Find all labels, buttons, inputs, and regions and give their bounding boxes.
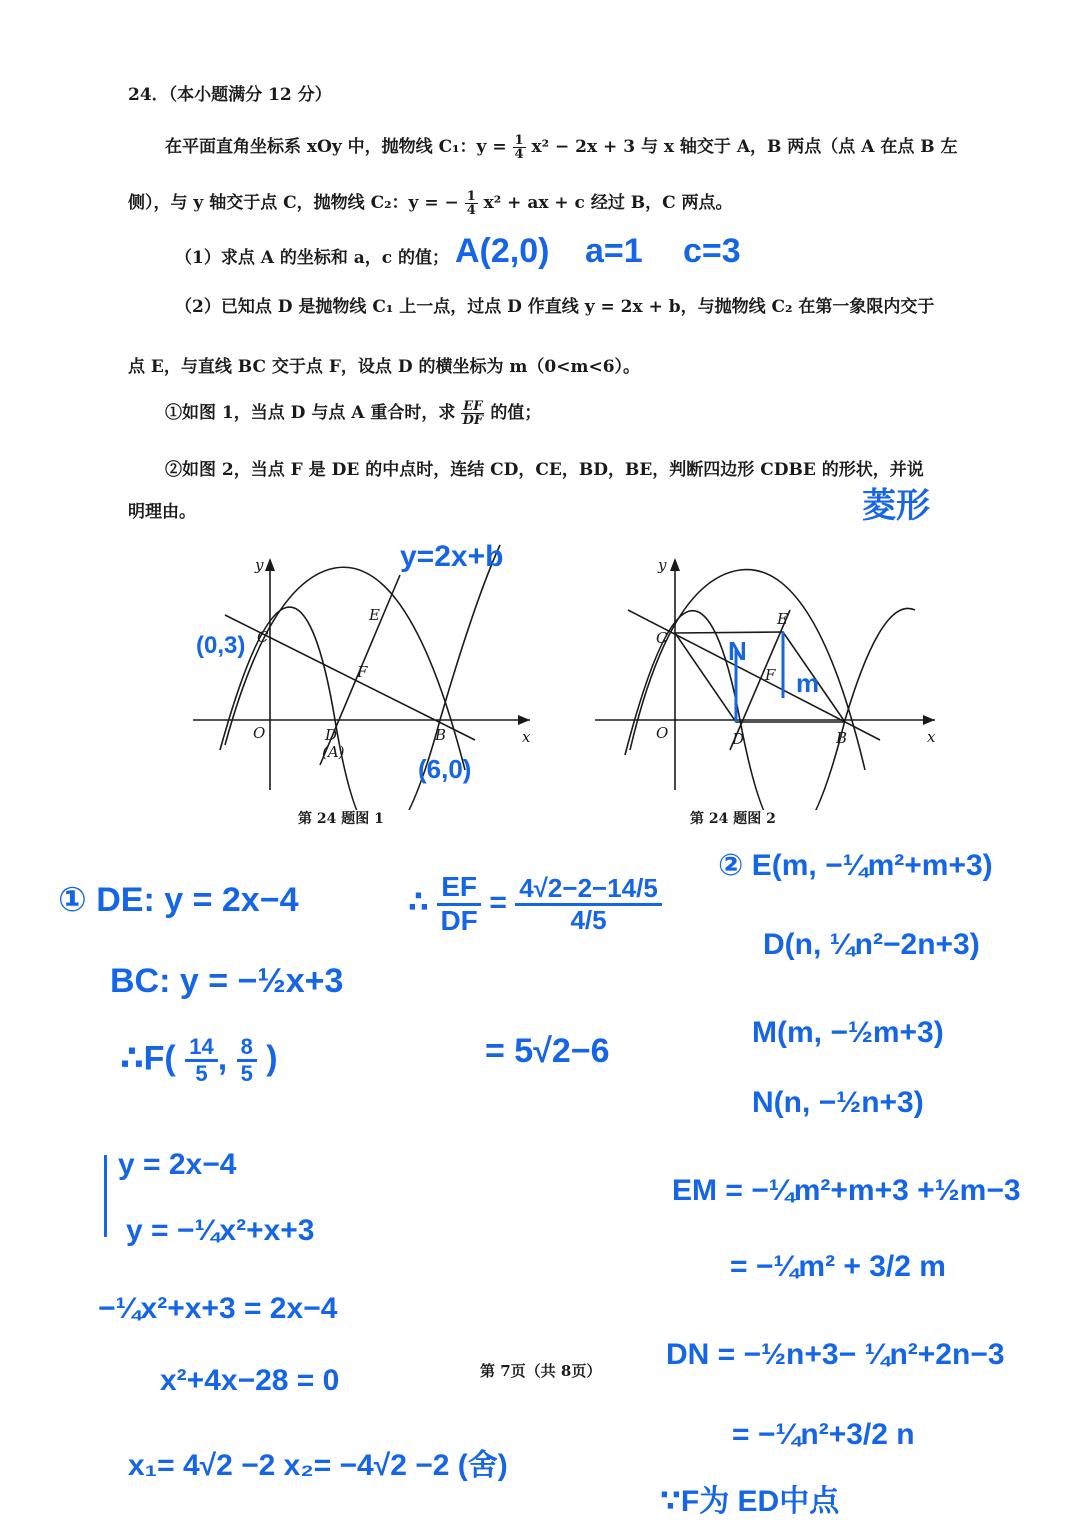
sol2-dn-1: DN = −½n+3− ¼n²+2n−3 <box>666 1338 1005 1371</box>
fig1-label-y: y <box>255 556 264 574</box>
solve-eq-2: x²+4x−28 = 0 <box>160 1364 340 1397</box>
question-2: （2）已知点 D 是抛物线 C₁ 上一点，过点 D 作直线 y = 2x + b，与抛物线 C₂ 在第一象限内交于 <box>175 297 935 317</box>
question-2-cont: 点 E，与直线 BC 交于点 F，设点 D 的横坐标为 m（0<m<6）。 <box>128 357 641 377</box>
fig2-label-f: F <box>765 666 776 684</box>
fig1-label-c: C <box>257 628 269 646</box>
fig1-label-b: B <box>435 726 447 744</box>
fig1-y-arrow <box>265 558 275 571</box>
sol2-d: D(n, ¼n²−2n+3) <box>763 928 980 961</box>
figure-2 <box>590 540 950 810</box>
question-2-1 <box>165 398 541 427</box>
question-2-1-b: 的值； <box>490 403 542 423</box>
fig2-label-y: y <box>658 556 667 574</box>
fig2-y-arrow <box>670 558 680 571</box>
problem-line-1-b: x² − 2x + 3 与 x 轴交于 A，B 两点（点 A 在点 B 左 <box>531 137 958 157</box>
sol1-f-suffix: ) <box>266 1039 278 1078</box>
problem-line-2-b: x² + ax + c 经过 B，C 两点。 <box>483 193 733 213</box>
fig1-label-x: x <box>522 728 531 746</box>
fig2-label-e: E <box>777 610 788 628</box>
fig1-point-b: (6,0) <box>418 754 472 784</box>
fig1-label-d: D <box>325 726 338 744</box>
answer-point-a: A(2,0) <box>455 232 550 270</box>
ratio-expression: ∴ $\frac{EF}{DF}$ = $\frac{4√2-2-14/5}{4/5}$ <box>408 872 662 937</box>
question-2-2-cont: 明理由。 <box>128 502 196 522</box>
sol1-f: ∴F( $\frac{14}{5}$ , $\frac{8}{5}$ ) <box>120 1034 278 1087</box>
answer-shape: 菱形 <box>862 487 930 525</box>
sol2-f-midpoint: ∵F为 ED中点 <box>660 1485 840 1518</box>
system-brace <box>104 1155 111 1237</box>
page-footer: 第 7页（共 8页） <box>480 1362 602 1380</box>
fig2-label-x: x <box>927 728 936 746</box>
sol2-dn-2: = −¼n²+3/2 n <box>732 1418 915 1451</box>
answer-c-value: c=3 <box>683 232 741 270</box>
fig2-x-arrow <box>923 715 935 725</box>
fig1-label-a: (A) <box>322 743 345 761</box>
fig2-label-n: N <box>728 636 747 666</box>
sol2-e: ② E(m, −¼m²+m+3) <box>718 849 993 882</box>
problem-line-1 <box>165 132 958 161</box>
fig1-x-arrow <box>518 715 530 725</box>
system-eq-1: y = 2x−4 <box>118 1148 237 1181</box>
fig1-label-f: F <box>357 663 368 681</box>
fig2-label-b: B <box>836 729 848 747</box>
solve-eq-1: −¼x²+x+3 = 2x−4 <box>98 1292 338 1325</box>
problem-line-2 <box>128 188 733 217</box>
fig2-label-c: C <box>656 629 668 647</box>
ratio-rhs: $\frac{4√2-2-14/5}{4/5}$ <box>515 874 662 934</box>
problem-line-1-a: 在平面直角坐标系 xOy 中，抛物线 C₁：y = <box>165 137 507 157</box>
question-1: （1）求点 A 的坐标和 a，c 的值； <box>175 248 450 268</box>
fig2-parabola-c1 <box>625 608 915 810</box>
solve-roots: x₁= 4√2 −2 x₂= −4√2 −2 (舍) <box>128 1449 508 1482</box>
sol2-m: M(m, −½m+3) <box>752 1016 944 1049</box>
question-2-1-a: ①如图 1，当点 D 与点 A 重合时，求 <box>165 403 456 423</box>
sol1-f-y: $\frac{8}{5}$ <box>237 1035 257 1086</box>
sol1-de: ① DE: y = 2x−4 <box>58 881 299 919</box>
ratio-result: = 5√2−6 <box>485 1032 610 1070</box>
fig2-label-d: D <box>732 730 745 748</box>
sol2-em-1: EM = −¼m²+m+3 +½m−3 <box>672 1174 1021 1207</box>
fig1-caption: 第 24 题图 1 <box>298 811 384 827</box>
sol1-f-prefix: ∴F( <box>120 1039 176 1078</box>
fig1-point-c: (0,3) <box>196 632 246 659</box>
figure-1 <box>185 540 545 810</box>
fraction-ef-df: $\frac{EF}{DF}$ <box>462 399 484 428</box>
problem-header: 24．（本小题满分 12 分） <box>128 85 332 105</box>
sol1-f-x: $\frac{14}{5}$ <box>185 1035 217 1086</box>
sol2-em-2: = −¼m² + 3/2 m <box>730 1250 946 1283</box>
system-eq-2: y = −¼x²+x+3 <box>126 1214 315 1247</box>
sol1-bc: BC: y = −½x+3 <box>110 962 344 1000</box>
sol2-n: N(n, −½n+3) <box>752 1086 924 1119</box>
fig2-label-o: O <box>656 724 669 742</box>
ratio-prefix: ∴ <box>408 886 429 920</box>
answer-a-value: a=1 <box>585 232 643 270</box>
fig2-caption: 第 24 题图 2 <box>690 811 776 827</box>
ratio-lhs: $\frac{EF}{DF}$ <box>437 872 481 937</box>
fraction-one-quarter: $\frac{1}{4}$ <box>514 133 524 162</box>
question-2-2: ②如图 2，当点 F 是 DE 的中点时，连结 CD，CE，BD，BE，判断四边形 CDBE 的形状，并说 <box>165 460 924 480</box>
fig2-line-de <box>730 610 790 750</box>
fraction-one-quarter-2: $\frac{1}{4}$ <box>466 189 476 218</box>
fig1-label-o: O <box>253 724 266 742</box>
problem-line-2-a: 侧），与 y 轴交于点 C，抛物线 C₂：y = − <box>128 193 459 213</box>
fig1-line-label: y=2x+b <box>400 540 504 573</box>
fig2-label-m: m <box>796 668 820 698</box>
fig1-label-e: E <box>369 606 380 624</box>
